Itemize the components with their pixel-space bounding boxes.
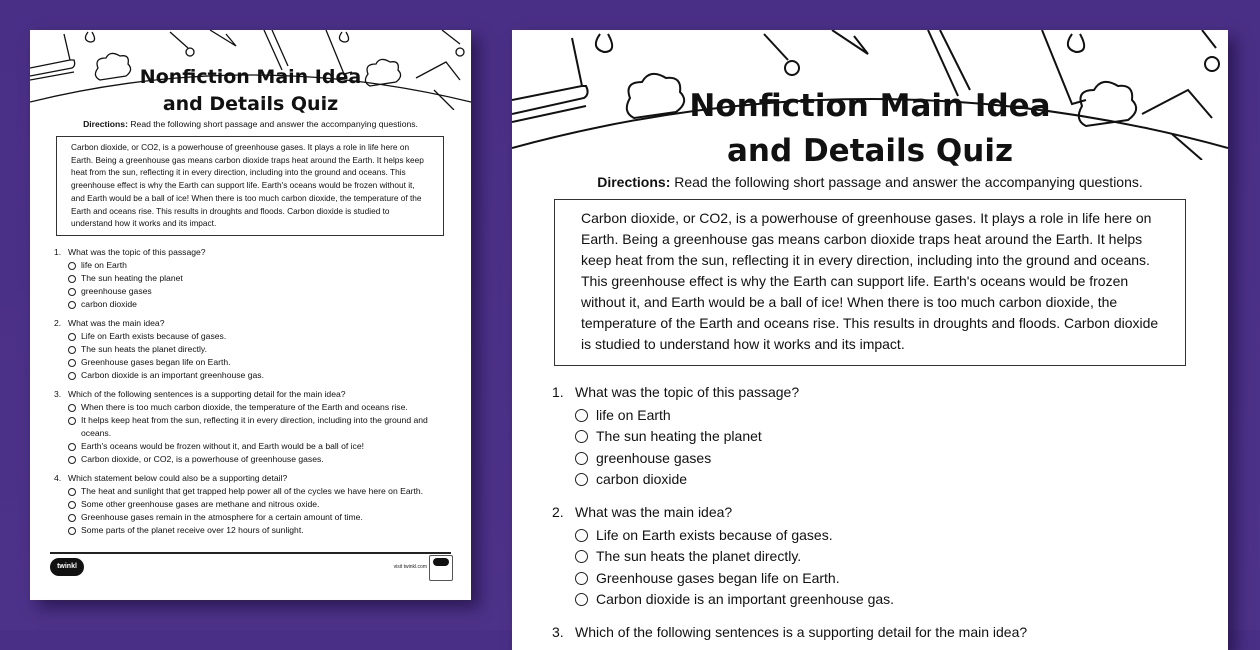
answer-option[interactable]: life on Earth — [575, 405, 1212, 426]
radio-circle-icon[interactable] — [68, 488, 76, 496]
answer-option[interactable]: The sun heats the planet directly. — [575, 546, 1212, 567]
answer-option[interactable]: Life on Earth exists because of gases. — [68, 330, 454, 343]
answer-option[interactable]: The sun heats the planet directly. — [68, 343, 454, 356]
answer-option[interactable]: Carbon dioxide, or CO2, is a powerhouse of greenhouse gases. — [68, 453, 454, 466]
answer-option[interactable]: The sun heating the planet — [575, 426, 1212, 447]
radio-circle-icon[interactable] — [68, 404, 76, 412]
radio-circle-icon[interactable] — [68, 514, 76, 522]
answer-option[interactable]: greenhouse gases — [575, 448, 1212, 469]
answer-option[interactable]: When there is too much carbon dioxide, the temperature of the Earth and oceans rise. — [68, 401, 454, 414]
directions: Directions: Read the following short passage and answer the accompanying questions. — [597, 174, 1143, 190]
answer-option[interactable]: It helps keep heat from the sun, reflecting it in every direction, including into the ground and oceans. — [68, 414, 454, 440]
question-3: 3. Which of the following sentences is a supporting detail for the main idea? — [552, 622, 1212, 643]
radio-circle-icon[interactable] — [68, 262, 76, 270]
question-text: What was the main idea? — [68, 318, 165, 328]
radio-circle-icon[interactable] — [68, 346, 76, 354]
twinkl-logo: twinkl — [50, 558, 84, 576]
answer-option[interactable]: carbon dioxide — [575, 469, 1212, 490]
radio-circle-icon[interactable] — [575, 473, 588, 486]
answer-option[interactable]: Carbon dioxide is an important greenhouse gas. — [68, 369, 454, 382]
worksheet-preview-zoomed — [512, 30, 1228, 650]
answer-option[interactable]: Earth's oceans would be frozen without it, and Earth would be a ball of ice! — [68, 440, 454, 453]
answer-option[interactable]: The sun heating the planet — [68, 272, 454, 285]
question-text: What was the main idea? — [575, 504, 733, 521]
page-title: Nonfiction Main Idea and Details Quiz — [139, 66, 362, 115]
answer-option[interactable]: Greenhouse gases remain in the atmosphere for a certain amount of time. — [68, 511, 454, 524]
question-text: What was the topic of this passage? — [68, 247, 206, 257]
radio-circle-icon[interactable] — [575, 529, 588, 542]
question-text: Which of the following sentences is a supporting detail for the main idea? — [575, 624, 1028, 641]
question-2: 2. What was the main idea? Life on Earth exists because of gases. The sun heats the planet directly. Greenhouse gases began life on Earth. Carbon dioxide is an important greenhouse gas. — [552, 502, 1212, 610]
question-text: What was the topic of this passage? — [575, 384, 800, 400]
visit-link: visit twinkl.com — [393, 564, 427, 570]
footer-divider — [50, 552, 451, 554]
answer-option[interactable]: Carbon dioxide is an important greenhouse gas. — [575, 589, 1212, 610]
radio-circle-icon[interactable] — [68, 288, 76, 296]
answer-option[interactable]: Greenhouse gases began life on Earth. — [68, 356, 454, 369]
radio-circle-icon[interactable] — [68, 301, 76, 309]
radio-circle-icon[interactable] — [575, 409, 588, 422]
question-4: 4. Which statement below could also be a supporting detail? The heat and sunlight that get trapped help power all of the cycles we have here on Earth. Some other greenhouse gases are methane and nitrous oxide. Greenhouse gases remain in the atmosphere for a certain amount of time. Some parts of the planet receive over 12 hours of sunlight. — [54, 472, 454, 537]
radio-circle-icon[interactable] — [68, 372, 76, 380]
question-list — [552, 382, 1212, 650]
question-1: 1. What was the topic of this passage? life on Earth The sun heating the planet greenhouse gases carbon dioxide — [552, 382, 1212, 490]
radio-circle-icon[interactable] — [68, 456, 76, 464]
reading-passage: Carbon dioxide, or CO2, is a powerhouse of greenhouse gases. It plays a role in life here on Earth. Being a greenhouse gas means carbon dioxide traps heat around the Earth. It helps keep heat from the sun, reflecting it in every direction, including into the ground and oceans. This greenhouse effect is why the Earth can support life. Earth's oceans would be frozen without it, and Earth would be a ball of ice! When there is too much carbon dioxide, the temperature of the Earth and oceans rise. This results in droughts and floods. Carbon dioxide is studied to understand how it works and its impact. — [554, 199, 1186, 366]
radio-circle-icon[interactable] — [68, 359, 76, 367]
radio-circle-icon[interactable] — [68, 275, 76, 283]
radio-circle-icon[interactable] — [575, 452, 588, 465]
radio-circle-icon[interactable] — [68, 527, 76, 535]
answer-option[interactable]: The heat and sunlight that get trapped help power all of the cycles we have here on Earth. — [68, 485, 454, 498]
reading-passage: Carbon dioxide, or CO2, is a powerhouse of greenhouse gases. It plays a role in life here on Earth. Being a greenhouse gas means carbon dioxide traps heat around the Earth. It helps keep heat from the sun, reflecting it in every direction, including into the ground and oceans. This greenhouse effect is why the Earth can support life. Earth's oceans would be frozen without it, and Earth would be a ball of ice! When there is too much carbon dioxide, the temperature of the Earth and oceans rise. This results in droughts and floods. Carbon dioxide is studied to understand how it works and its impact. — [56, 136, 444, 236]
question-list — [54, 246, 454, 543]
radio-circle-icon[interactable] — [575, 572, 588, 585]
answer-option[interactable]: Some parts of the planet receive over 12 hours of sunlight. — [68, 524, 454, 537]
question-3: 3. Which of the following sentences is a supporting detail for the main idea? When there is too much carbon dioxide, the temperature of the Earth and oceans rise. It helps keep heat from the sun, reflecting it in every direction, including into the ground and oceans. Earth's oceans would be frozen without it, and Earth would be a ball of ice! Carbon dioxide, or CO2, is a powerhouse of greenhouse gases. — [54, 388, 454, 466]
answer-option[interactable]: Life on Earth exists because of gases. — [575, 525, 1212, 546]
answer-option[interactable]: Some other greenhouse gases are methane and nitrous oxide. — [68, 498, 454, 511]
radio-circle-icon[interactable] — [68, 417, 76, 425]
directions: Directions: Read the following short passage and answer the accompanying questions. — [83, 119, 418, 129]
radio-circle-icon[interactable] — [68, 501, 76, 509]
radio-circle-icon[interactable] — [575, 430, 588, 443]
question-2: 2. What was the main idea? Life on Earth exists because of gases. The sun heats the planet directly. Greenhouse gases began life on Earth. Carbon dioxide is an important greenhouse gas. — [54, 317, 454, 382]
radio-circle-icon[interactable] — [68, 333, 76, 341]
quality-badge-icon — [429, 555, 453, 581]
radio-circle-icon[interactable] — [575, 593, 588, 606]
answer-option[interactable]: life on Earth — [68, 259, 454, 272]
answer-option[interactable]: carbon dioxide — [68, 298, 454, 311]
radio-circle-icon[interactable] — [575, 550, 588, 563]
question-text: Which of the following sentences is a supporting detail for the main idea? — [68, 389, 346, 399]
worksheet-preview-full — [30, 30, 471, 600]
question-text: Which statement below could also be a supporting detail? — [68, 473, 288, 483]
radio-circle-icon[interactable] — [68, 443, 76, 451]
question-1: 1. What was the topic of this passage? life on Earth The sun heating the planet greenhouse gases carbon dioxide — [54, 246, 454, 311]
answer-option[interactable]: greenhouse gases — [68, 285, 454, 298]
page-title: Nonfiction Main Idea and Details Quiz — [689, 88, 1051, 169]
answer-option[interactable]: Greenhouse gases began life on Earth. — [575, 568, 1212, 589]
